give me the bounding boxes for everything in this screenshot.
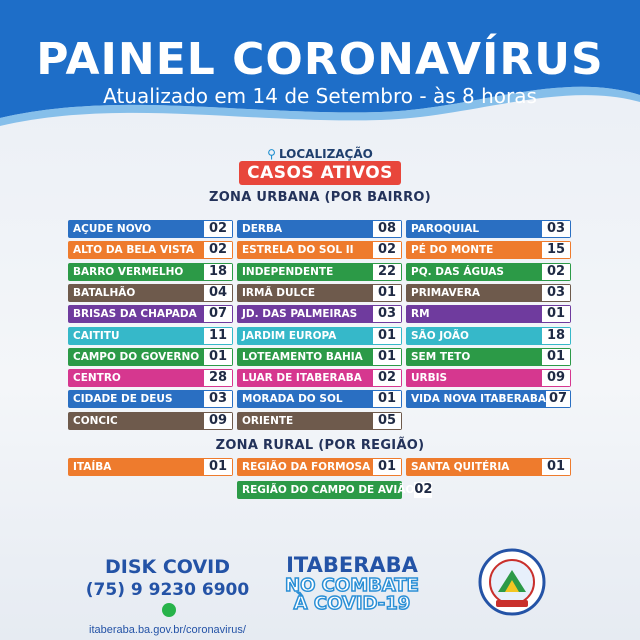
neighborhood-name: VIDA NOVA ITABERABA: [411, 393, 547, 406]
neighborhood-row: [68, 220, 233, 238]
neighborhood-row: [68, 263, 233, 281]
neighborhood-name: PQ. DAS ÁGUAS: [411, 265, 504, 278]
neighborhood-name: PRIMAVERA: [411, 286, 481, 299]
page-subtitle: Atualizado em 14 de Setembro - às 8 horas: [103, 84, 537, 108]
neighborhood-row: [406, 284, 571, 302]
neighborhood-name: DERBA: [242, 223, 283, 235]
disk-covid-block: [80, 556, 255, 636]
location-pin-icon: ⚲: [267, 147, 276, 161]
case-count: 08: [373, 221, 401, 237]
case-count: 01: [373, 285, 401, 301]
location-label: LOCALIZAÇÃO: [278, 147, 373, 161]
website-link[interactable]: itaberaba.ba.gov.br/coronavirus/: [89, 624, 246, 636]
neighborhood-name: ALTO DA BELA VISTA: [73, 244, 195, 257]
case-count: 22: [373, 264, 401, 280]
neighborhood-name: INDEPENDENTE: [242, 265, 334, 278]
case-count: 18: [204, 264, 232, 280]
whatsapp-icon: [162, 603, 176, 617]
neighborhood-name: REGIÃO DO CAMPO DE AVIÃO: [242, 484, 415, 496]
disk-covid-label: DISK COVID: [105, 556, 230, 578]
neighborhood-row: [237, 220, 402, 238]
phone-number[interactable]: (75) 9 9230 6900: [80, 580, 255, 620]
case-count: 01: [542, 306, 570, 322]
neighborhood-row: [406, 220, 571, 238]
neighborhood-name: IRMÃ DULCE: [242, 286, 316, 299]
neighborhood-name: PAROQUIAL: [411, 223, 480, 235]
neighborhood-name: CONCIC: [73, 414, 118, 427]
neighborhood-name: SANTA QUITÉRIA: [411, 461, 510, 473]
neighborhood-row: [68, 458, 233, 476]
page-title: PAINEL CORONAVÍRUS: [36, 34, 604, 85]
rural-zone-title: ZONA RURAL (POR REGIÃO): [215, 438, 425, 453]
case-count: 02: [204, 242, 232, 258]
neighborhood-row: [68, 327, 233, 345]
case-count: 04: [204, 285, 232, 301]
neighborhood-row: [68, 369, 233, 387]
neighborhood-row: [237, 481, 433, 499]
neighborhood-name: ITAÍBA: [73, 461, 112, 473]
case-count: 01: [373, 349, 401, 365]
active-cases-badge: CASOS ATIVOS: [239, 161, 401, 185]
slogan-line-2: À COVID-19: [293, 593, 411, 614]
neighborhood-name: URBIS: [411, 372, 448, 385]
neighborhood-name: RM: [411, 308, 430, 321]
case-count: 02: [204, 221, 232, 237]
neighborhood-row: [406, 458, 571, 476]
neighborhood-name: BATALHÃO: [73, 286, 136, 299]
neighborhood-row: [68, 284, 233, 302]
header-banner: [0, 0, 640, 135]
case-count: 01: [373, 459, 401, 475]
neighborhood-row: [406, 263, 571, 281]
neighborhood-name: CAITITU: [73, 329, 120, 342]
case-count: 03: [542, 285, 570, 301]
neighborhood-name: PÉ DO MONTE: [411, 244, 494, 257]
neighborhood-row: [406, 305, 571, 323]
neighborhood-name: REGIÃO DA FORMOSA: [242, 461, 371, 473]
neighborhood-name: SEM TETO: [411, 350, 471, 363]
city-name: ITABERABA: [286, 553, 418, 577]
neighborhood-row: [68, 412, 233, 430]
neighborhood-row: [237, 327, 402, 345]
case-count: 09: [204, 413, 232, 429]
urban-zone-title: ZONA URBANA (POR BAIRRO): [208, 190, 432, 205]
neighborhood-row: [237, 412, 402, 430]
city-seal-icon: [478, 548, 546, 616]
neighborhood-name: CAMPO DO GOVERNO: [73, 350, 200, 363]
location-label-row: [0, 147, 640, 161]
case-count: 02: [373, 242, 401, 258]
case-count: 18: [542, 328, 570, 344]
neighborhood-name: LOTEAMENTO BAHIA: [242, 350, 363, 363]
neighborhood-name: SÃO JOÃO: [411, 329, 469, 342]
neighborhood-name: CIDADE DE DEUS: [73, 393, 173, 406]
neighborhood-row: [237, 348, 402, 366]
neighborhood-name: ORIENTE: [242, 414, 294, 427]
neighborhood-row: [237, 305, 402, 323]
campaign-logo: [272, 553, 432, 613]
neighborhood-row: [68, 305, 233, 323]
slogan-line-1: NO COMBATE: [285, 575, 419, 596]
case-count: 01: [542, 459, 570, 475]
case-count: 02: [373, 370, 401, 386]
neighborhood-row: [406, 390, 571, 408]
neighborhood-name: CENTRO: [73, 372, 121, 385]
case-count: 02: [414, 482, 433, 497]
case-count: 03: [204, 391, 232, 407]
case-count: 07: [204, 306, 232, 322]
neighborhood-name: MORADA DO SOL: [242, 393, 343, 406]
case-count: 28: [204, 370, 232, 386]
case-count: 03: [373, 306, 401, 322]
case-count: 11: [204, 328, 232, 344]
neighborhood-name: BARRO VERMELHO: [73, 265, 184, 278]
case-count: 01: [204, 459, 232, 475]
neighborhood-row: [68, 390, 233, 408]
neighborhood-name: ESTRELA DO SOL II: [242, 244, 354, 257]
neighborhood-row: [68, 348, 233, 366]
case-count: 07: [546, 391, 570, 407]
neighborhood-row: [237, 369, 402, 387]
case-count: 05: [373, 413, 401, 429]
case-count: 03: [542, 221, 570, 237]
neighborhood-row: [406, 348, 571, 366]
case-count: 15: [542, 242, 570, 258]
neighborhood-name: BRISAS DA CHAPADA: [73, 308, 197, 321]
neighborhood-row: [237, 284, 402, 302]
case-count: 01: [373, 391, 401, 407]
neighborhood-row: [237, 458, 402, 476]
case-count: 01: [542, 349, 570, 365]
neighborhood-row: [237, 241, 402, 259]
neighborhood-row: [406, 327, 571, 345]
neighborhood-name: LUAR DE ITABERABA: [242, 372, 362, 385]
neighborhood-name: JARDIM EUROPA: [242, 329, 337, 342]
neighborhood-row: [237, 263, 402, 281]
neighborhood-name: JD. DAS PALMEIRAS: [242, 308, 358, 321]
case-count: 01: [204, 349, 232, 365]
case-count: 01: [373, 328, 401, 344]
neighborhood-row: [68, 241, 233, 259]
neighborhood-row: [406, 369, 571, 387]
case-count: 09: [542, 370, 570, 386]
neighborhood-row: [237, 390, 402, 408]
neighborhood-name: AÇUDE NOVO: [73, 223, 152, 235]
neighborhood-row: [406, 241, 571, 259]
case-count: 02: [542, 264, 570, 280]
